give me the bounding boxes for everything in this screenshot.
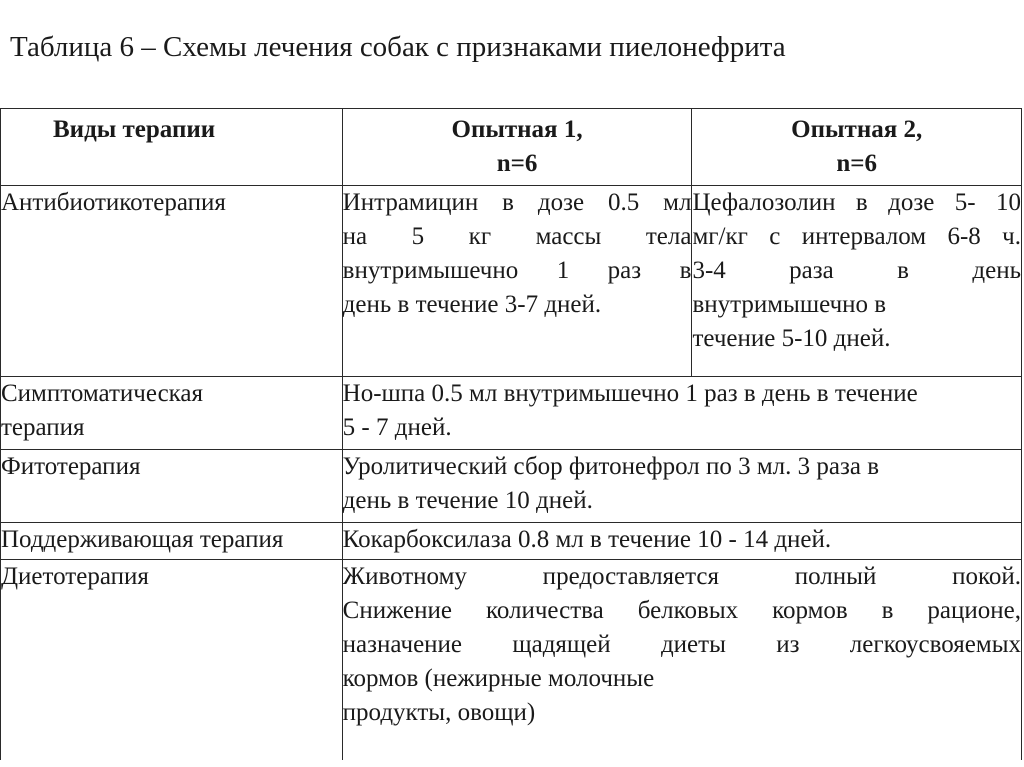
group-2-text-line: Цефалозолин в дозе 5- 10	[692, 189, 1021, 216]
treatment-text-line: день в течение 10 дней.	[342, 487, 593, 514]
treatment-text-line: Уролитический сбор фитонефрол по 3 мл. 3 раза в	[342, 453, 880, 480]
treatment-text-line: продукты, овощи)	[342, 699, 536, 726]
header-therapy-type	[1, 109, 343, 186]
therapy-type-label: Диетотерапия	[1, 563, 149, 590]
header-group-1-count: n=6	[496, 150, 538, 177]
treatment-text-line: назначение щадящей диеты из легкоусвояемых	[342, 631, 1021, 658]
table-row	[1, 523, 1022, 560]
group-1-cell	[342, 186, 692, 377]
therapy-type-cell	[1, 377, 343, 450]
therapy-type-cell	[1, 186, 343, 377]
header-group-2-count: n=6	[836, 150, 878, 177]
header-group-1	[342, 109, 692, 186]
treatment-text-line: 5 - 7 дней.	[342, 414, 452, 441]
treatment-text-line: Животному предоставляется полный покой.	[342, 563, 1021, 590]
group-2-text-line: мг/кг с интервалом 6-8 ч.	[692, 223, 1021, 250]
group-2-cell	[692, 186, 1022, 377]
header-group-2-title: Опытная 2,	[791, 116, 923, 143]
table-row	[1, 560, 1022, 761]
group-1-text-line: на 5 кг массы тела	[342, 223, 692, 250]
both-groups-cell	[342, 377, 1021, 450]
group-1-text-line: Интрамицин в дозе 0.5 мл	[342, 189, 692, 216]
table-row	[1, 186, 1022, 377]
treatment-text-line: кормов (нежирные молочные	[342, 665, 655, 692]
header-therapy-type-label: Виды терапии	[53, 116, 216, 143]
treatment-text-line: Снижение количества белковых кормов в рационе,	[342, 597, 1021, 624]
table-caption: Таблица 6 – Схемы лечения собак с признаками пиелонефрита	[10, 31, 786, 63]
both-groups-cell	[342, 523, 1021, 560]
treatment-text-line: Но-шпа 0.5 мл внутримышечно 1 раз в день в течение	[342, 380, 918, 407]
therapy-type-label: Симптоматическая	[1, 380, 204, 407]
therapy-type-label: Фитотерапия	[1, 453, 141, 480]
group-1-text-line: день в течение 3-7 дней.	[342, 291, 602, 318]
therapy-type-label: Антибиотикотерапия	[1, 189, 226, 216]
header-group-1-title: Опытная 1,	[451, 116, 583, 143]
therapy-type-cell	[1, 560, 343, 761]
group-2-text-line: внутримышечно в	[692, 291, 887, 318]
group-1-text-line: внутримышечно 1 раз в	[342, 257, 692, 284]
table-row	[1, 377, 1022, 450]
therapy-type-cell	[1, 450, 343, 523]
therapy-type-label: терапия	[1, 414, 85, 441]
both-groups-cell	[342, 560, 1021, 761]
table-header-row	[1, 109, 1022, 186]
header-group-2	[692, 109, 1022, 186]
group-2-text-line: 3-4 раза в день	[692, 257, 1021, 284]
therapy-table	[0, 108, 1022, 760]
both-groups-cell	[342, 450, 1021, 523]
treatment-text-line: Кокарбоксилаза 0.8 мл в течение 10 - 14 дней.	[342, 526, 832, 553]
table-row	[1, 450, 1022, 523]
therapy-type-label: Поддерживающая терапия	[1, 526, 284, 553]
therapy-type-cell	[1, 523, 343, 560]
group-2-text-line: течение 5-10 дней.	[692, 325, 891, 352]
